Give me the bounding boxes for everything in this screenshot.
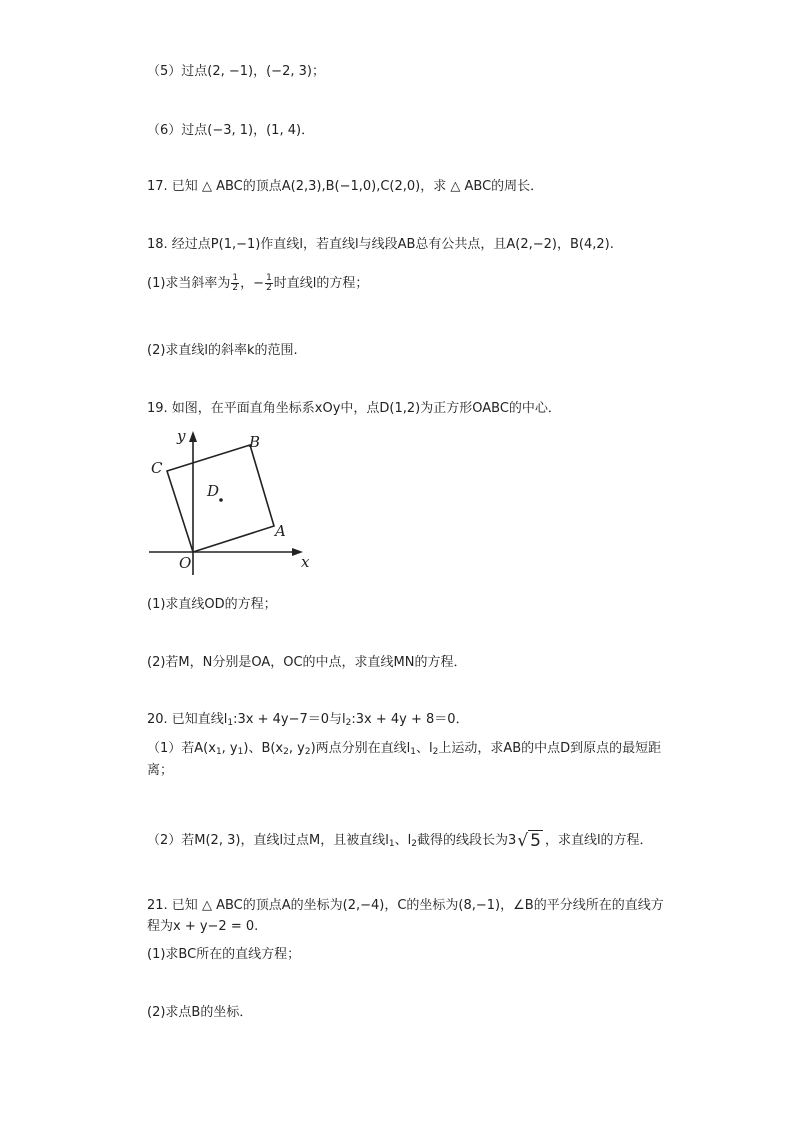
q19-stem: 19. 如图，在平面直角坐标系xOy中，点D(1,2)为正方形OABC的中心．: [147, 401, 561, 416]
fraction-one-half: [231, 274, 239, 293]
label-o: O: [179, 554, 192, 572]
q20-part1-line1: [147, 740, 661, 761]
label-b: B: [249, 433, 261, 451]
q21-part2: (2)求点B的坐标．: [147, 1005, 253, 1020]
subscript: 1: [388, 839, 395, 849]
q20-part2-a: （2）若M(2, 3)，直线l过点M，且被直线l: [147, 833, 389, 848]
q17-stem: 17. 已知 △ ABC的顶点A(2,3),B(−1,0),C(2,0)，求 △ ABC的周长．: [147, 179, 544, 194]
q20-part1-b: , y: [221, 741, 238, 756]
q20-part1-e: )两点分别在直线l: [310, 741, 411, 756]
q20-part1-g: 上运动，求AB的中点D到原点的最短距: [438, 741, 662, 756]
q20-part2-d: ，求直线l的方程．: [544, 833, 653, 848]
q18-part2: (2)求直线l的斜率k的范围.: [147, 343, 298, 358]
q20-part2-c: 截得的线段长为3: [416, 833, 517, 848]
subscript: 2: [283, 747, 289, 757]
q20-stem: [147, 711, 469, 732]
q20-part1-f: 、l: [416, 741, 433, 756]
q20-part2: [147, 832, 653, 853]
label-a: A: [275, 522, 286, 540]
q20-part1-a: （1）若A(x: [147, 741, 216, 756]
q19-part1: (1)求直线OD的方程；: [147, 597, 277, 612]
radicand: 5: [530, 831, 541, 851]
q18-part1-text-a: (1)求当斜率为: [147, 276, 231, 291]
radical-sign: √: [517, 831, 529, 851]
label-d: D: [207, 482, 220, 500]
q18-part1-separator: ，−: [240, 276, 265, 291]
q20-stem-b: :3x + 4y−7＝0与l: [233, 712, 346, 727]
center-point-d: [219, 498, 223, 502]
q18-part1: [147, 274, 368, 293]
square-coordinate-figure: [145, 425, 320, 580]
subscript: 1: [237, 747, 244, 757]
q20-stem-a: 20. 已知直线l: [147, 712, 228, 727]
fraction-numerator: 1: [266, 273, 272, 283]
fraction-one-half-negative: [265, 274, 273, 293]
q16-part6: （6）过点(−3, 1)，(1, 4)．: [147, 123, 315, 138]
q20-part1-c: )、B(x: [243, 741, 284, 756]
label-c: C: [151, 459, 163, 477]
q21-stem-line1: 21. 已知 △ ABC的顶点A的坐标为(2,−4)，C的坐标为(8,−1)，∠B的平分线所在的直线方: [147, 898, 664, 913]
q18-part1-text-b: 时直线l的方程；: [273, 276, 369, 291]
q21-stem-line2: 程为x + y−2 = 0.: [147, 919, 259, 934]
q20-stem-c: :3x + 4y + 8＝0．: [351, 712, 469, 727]
y-axis-arrow: [189, 431, 197, 442]
subscript: 2: [345, 718, 352, 728]
subscript: 2: [304, 747, 311, 757]
subscript: 2: [432, 747, 439, 757]
q18-stem: 18. 经过点P(1,−1)作直线l，若直线l与线段AB总有公共点，且A(2,−2)，B(4,2).: [147, 237, 614, 252]
fraction-denominator: 2: [232, 283, 239, 293]
label-x: x: [301, 553, 310, 571]
subscript: 1: [227, 718, 234, 728]
q20-part1-d: , y: [288, 741, 305, 756]
fraction-denominator: 2: [266, 283, 272, 293]
q21-part1: (1)求BC所在的直线方程；: [147, 947, 301, 962]
q20-part1-line2: 离；: [147, 763, 174, 778]
subscript: 2: [411, 839, 417, 849]
subscript: 1: [410, 747, 416, 757]
fraction-numerator: 1: [232, 273, 239, 283]
label-y: y: [177, 427, 186, 445]
q20-part2-b: 、l: [394, 833, 412, 848]
q16-part5: （5）过点(2, −1)，(−2, 3)；: [147, 64, 325, 79]
subscript: 1: [215, 747, 222, 757]
q19-part2: (2)若M，N分别是OA，OC的中点，求直线MN的方程．: [147, 655, 467, 670]
square-root: [517, 832, 543, 850]
